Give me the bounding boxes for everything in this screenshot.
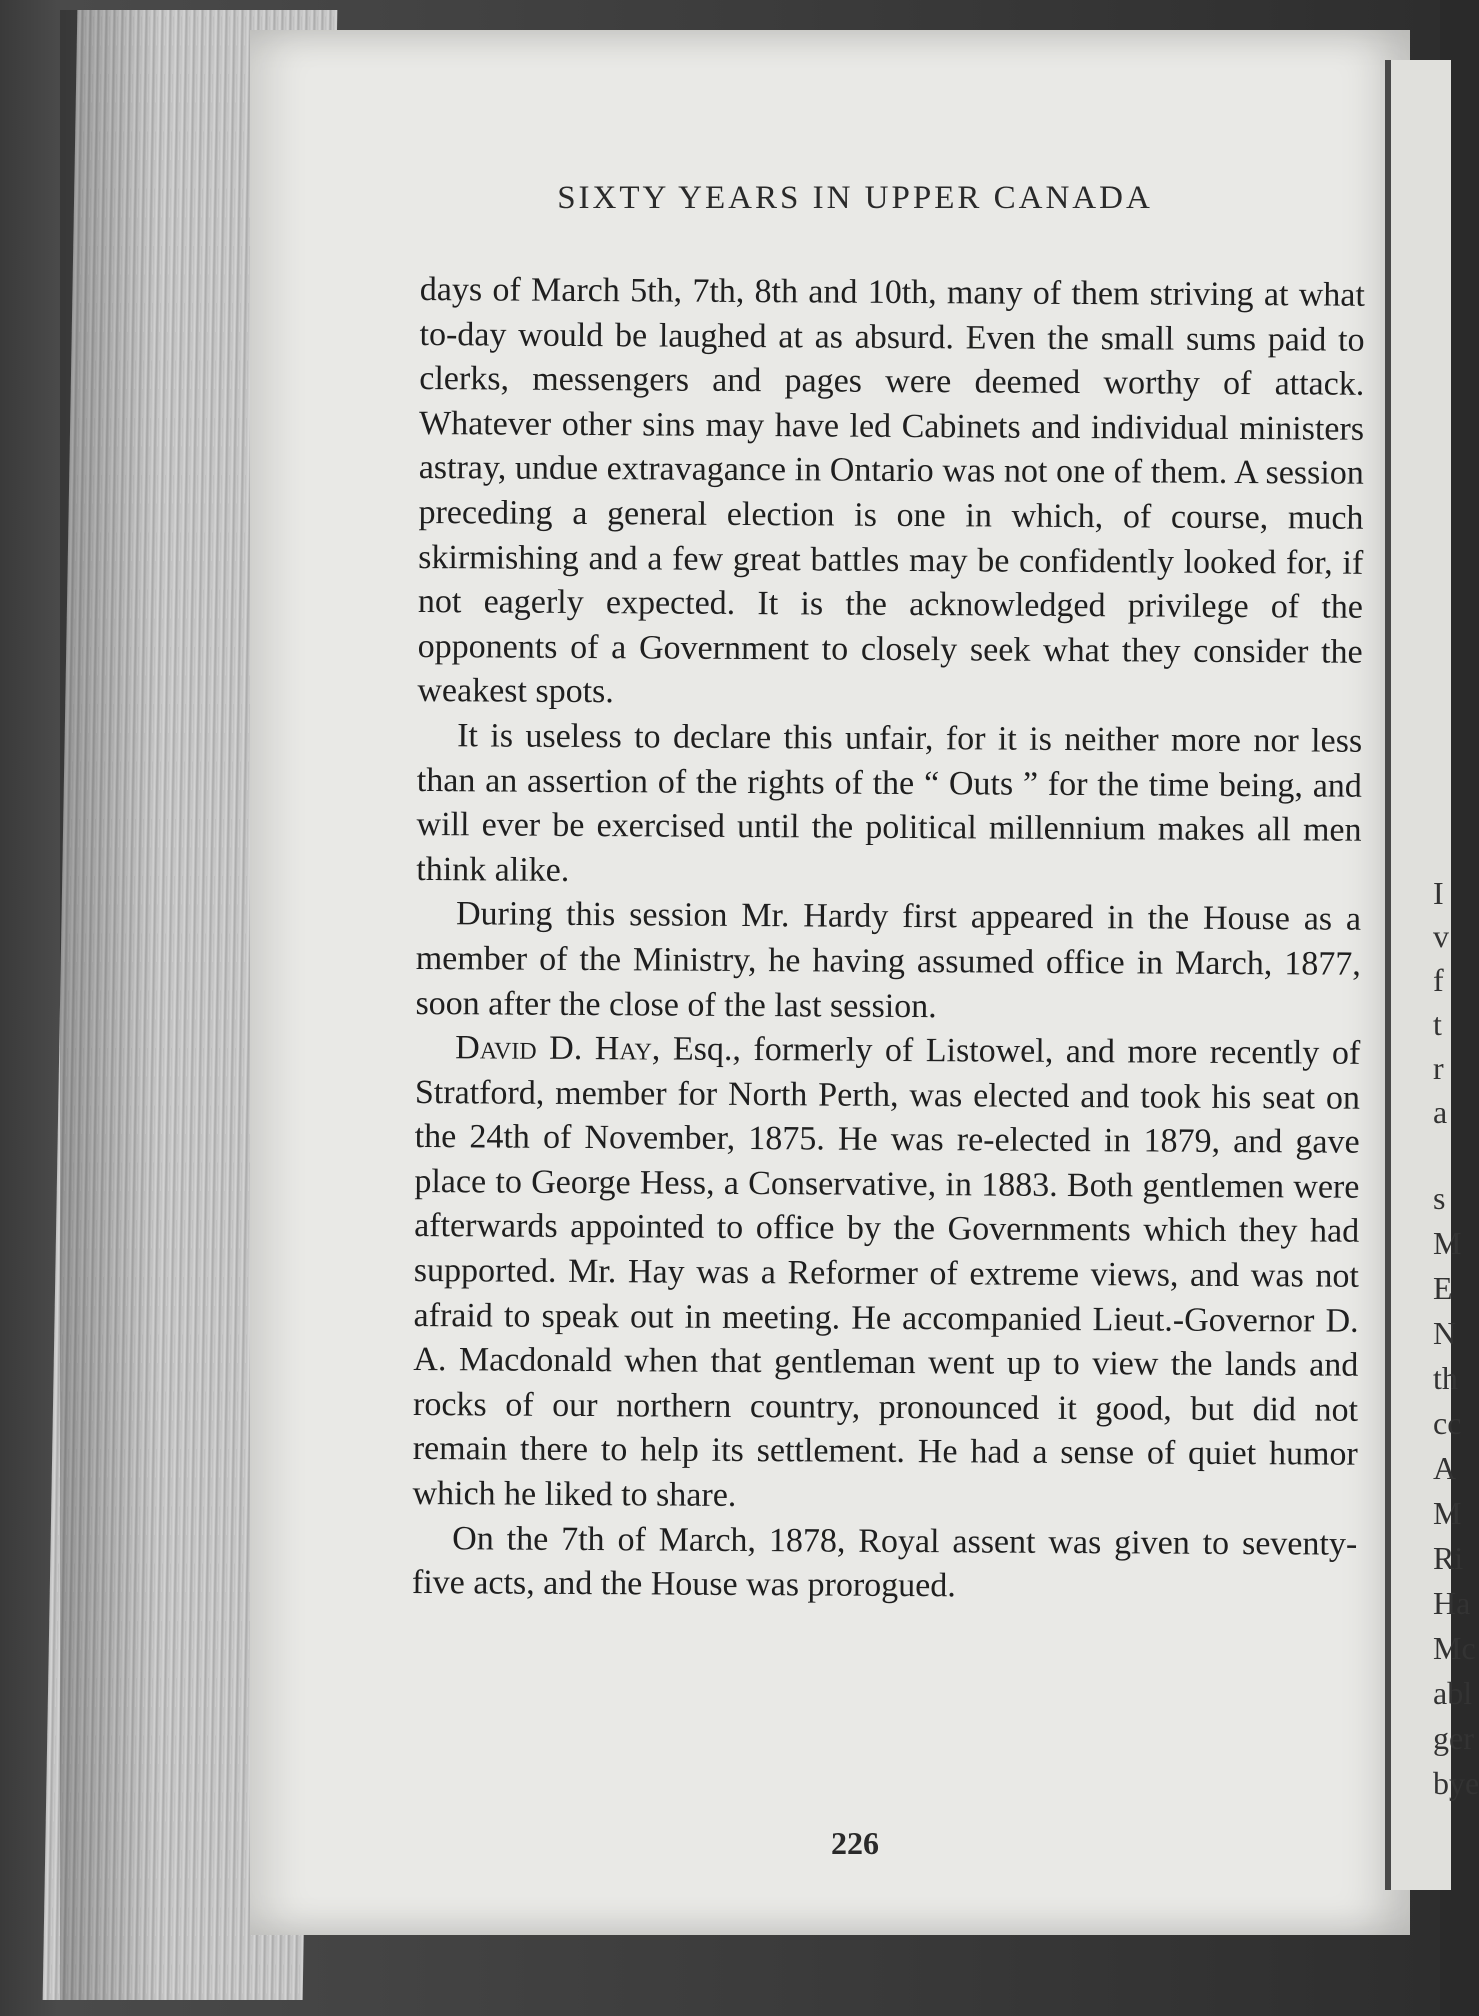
next-page-fragment: E	[1433, 1270, 1453, 1306]
next-page-fragment: cc	[1433, 1405, 1462, 1441]
next-page-fragment: M	[1433, 1225, 1462, 1261]
page-edges-shadow	[60, 10, 160, 2000]
next-page-fragment: v	[1433, 918, 1449, 954]
paragraph-1: days of March 5th, 7th, 8th and 10th, many of them striving at what to-day would be laughed at as absurd. Even the small sums paid to clerks, messengers and pages were deemed worthy of attack. Whatever other sins may have led Cabinets and individual ministers astray, undue extravagance in Ontario was not one of them. A session preceding a general election is one in which, of course, much skirmishing and a few great battles may be confidently looked for, if not eagerly expected. It is the acknowledged privilege of the opponents of a Government to closely seek what they consider the weakest spots.	[417, 270, 1365, 711]
next-page-fragment: Ha	[1433, 1585, 1471, 1621]
next-page-fragment: Ri	[1433, 1540, 1464, 1576]
next-page-fragment: th	[1433, 1360, 1458, 1396]
next-page-edge	[1385, 60, 1479, 1890]
paragraph-4-text: Esq., formerly of Listowel, and more recently of Stratford, member for North Perth, was elected and took his seat on the 24th of November, 1875. He was re-elected in 1879, and gave place to George Hess, a Conservative, in 1883. Both gentlemen were afterwards appointed to office by the Governments which they had supported. Mr. Hay was a Reformer of extreme views, and was not afraid to speak out in meeting. He accompanied Lieut.-Governor D. A. Macdonald when that gentleman went up to view the lands and rocks of our northern country, pronounced it good, but did not remain there to help its settlement. He had a sense of quiet humor which he liked to share.	[412, 1030, 1361, 1514]
next-page-fragment: I	[1433, 875, 1444, 911]
next-page-fragment: Mc	[1433, 1630, 1476, 1666]
next-page-fragment: ger	[1433, 1720, 1474, 1756]
page-number: 226	[831, 1825, 879, 1861]
paragraph-4	[412, 1026, 1360, 1522]
next-page-fragment: N	[1433, 1315, 1457, 1351]
next-page-fragment: M	[1433, 1495, 1462, 1531]
paragraph-2: It is useless to declare this unfair, for it is neither more nor less than an assertion of the rights of the “ Outs ” for the time being, and will ever be exercised until the political millennium makes all men think alike.	[416, 717, 1363, 889]
next-page-fragment: A	[1433, 1450, 1457, 1486]
book-page	[250, 30, 1410, 1935]
next-page-fragment: a	[1433, 1094, 1448, 1130]
next-page-fragment: bye	[1433, 1765, 1479, 1801]
next-page-fragment: r	[1433, 1050, 1444, 1086]
paragraph-5: On the 7th of March, 1878, Royal assent was given to seventy-five acts, and the House was prorogued.	[411, 1519, 1358, 1605]
next-page-fragment: t	[1433, 1006, 1442, 1042]
paragraph-3: During this session Mr. Hardy first appeared in the House as a member of the Ministry, he having assumed office in March, 1877, soon after the close of the last session.	[415, 895, 1362, 1025]
person-name: David D. Hay,	[455, 1029, 661, 1068]
next-page-fragment: s	[1433, 1180, 1446, 1216]
next-page-fragment: abl	[1433, 1675, 1473, 1711]
next-page-fragment: f	[1433, 962, 1444, 998]
running-head: SIXTY YEARS IN UPPER CANADA	[557, 180, 1153, 216]
body-text	[412, 268, 1365, 1612]
